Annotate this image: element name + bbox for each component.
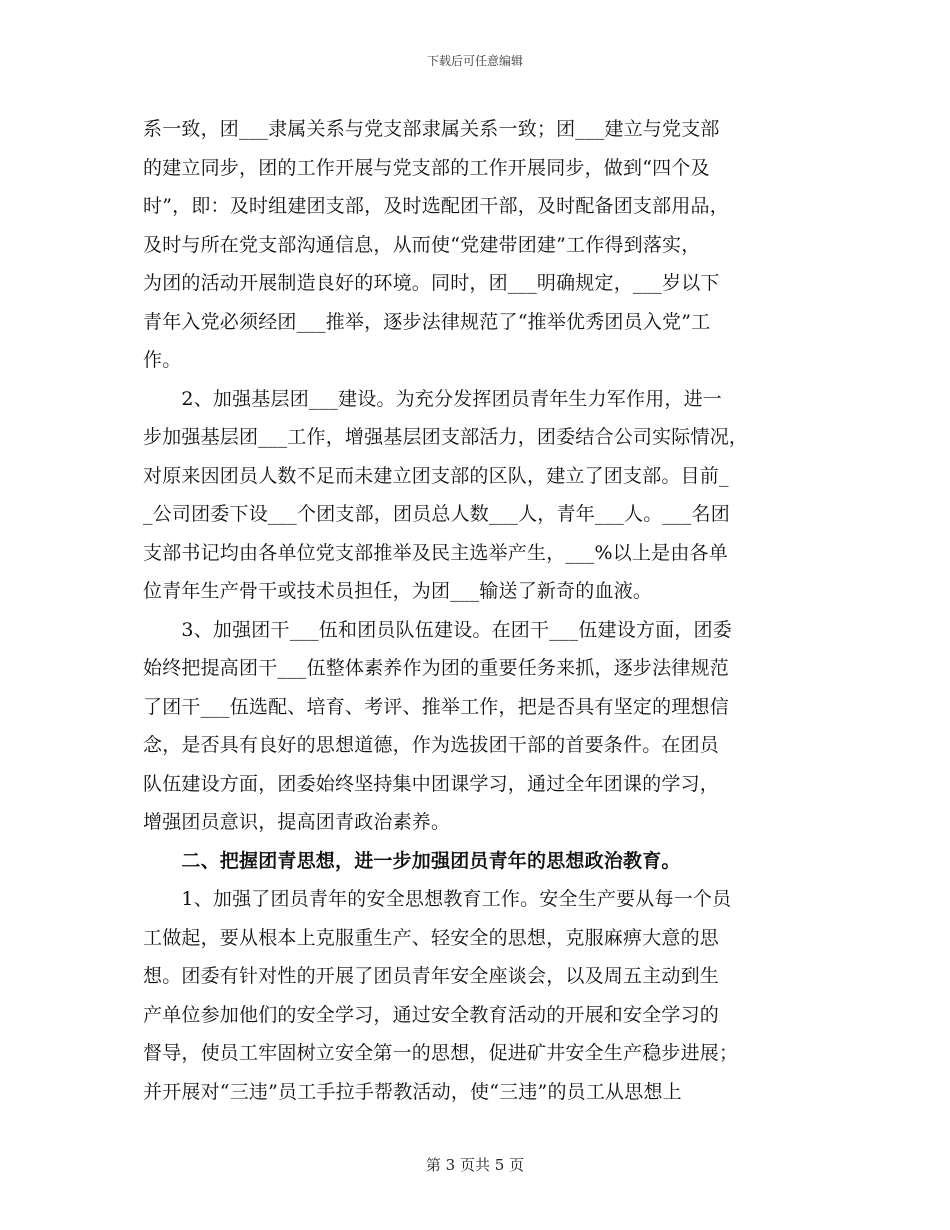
text-line: 对原来因团员人数不足而未建立团支部的区队，建立了团支部。目前_: [143, 464, 729, 487]
page-number-footer: 第 3 页共 5 页: [425, 1156, 525, 1174]
text-line: 工做起，要从根本上克服重生产、轻安全的思想，克服麻痹大意的思: [143, 926, 720, 949]
text-line: 作。: [143, 349, 182, 371]
text-line: 位青年生产骨干或技术员担任，为团___输送了新奇的血液。: [143, 580, 653, 602]
text-line: 青年入党必须经团___推举，逐步法律规范了“推举优秀团员入党”工: [143, 310, 711, 333]
text-line: 为团的活动开展制造良好的环境。同时，团___明确规定，___岁以下: [143, 272, 720, 294]
text-line: 队伍建设方面，团委始终坚持集中团课学习，通过全年团课的学习，: [143, 772, 720, 795]
text-line: 3、加强团干___伍和团员队伍建设。在团干___伍建设方面，团委: [143, 618, 732, 641]
page-header-note: 下载后可任意编辑: [426, 54, 523, 68]
text-line: 并开展对“三违”员工手拉手帮教活动，使“三违”的员工从思想上: [143, 1080, 682, 1103]
text-line: 了团干___伍选配、培育、考评、推举工作，把是否具有坚定的理想信: [143, 695, 729, 718]
text-line: 的建立同步，团的工作开展与党支部的工作开展同步，做到“四个及: [143, 156, 710, 179]
text-line: 步加强基层团___工作，增强基层团支部活力，团委结合公司实际情况，: [143, 426, 749, 448]
text-line: 系一致，团___隶属关系与党支部隶属关系一致；团___建立与党支部: [143, 118, 720, 140]
text-line: _公司团委下设___个团支部，团员总人数___人，青年___人。___名团: [143, 503, 730, 525]
text-line: 支部书记均由各单位党支部推举及民主选举产生，___%以上是由各单: [143, 541, 728, 564]
document-body: [143, 110, 823, 1111]
text-line: 及时与所在党支部沟通信息，从而使“党建带团建”工作得到落实，: [143, 233, 701, 256]
text-line: 始终把提高团干___伍整体素养作为团的重要任务来抓，逐步法律规范: [143, 657, 729, 679]
text-line: 1、加强了团员青年的安全思想教育工作。安全生产要从每一个员: [143, 888, 732, 910]
text-line: 时”，即：及时组建团支部，及时选配团干部，及时配备团支部用品，: [143, 195, 729, 217]
text-line: 想。团委有针对性的开展了团员青年安全座谈会，以及周五主动到生: [143, 965, 720, 987]
text-line: 增强团员意识，提高团青政治素养。: [143, 811, 451, 833]
section-heading: 二、把握团青思想，进一步加强团员青年的思想政治教育。: [143, 849, 681, 872]
text-line: 念，是否具有良好的思想道德，作为选拔团干部的首要条件。在团员: [143, 734, 720, 756]
text-line: 督导，使员工牢固树立安全第一的思想，促进矿井安全生产稳步进展；: [143, 1042, 739, 1064]
text-line: 产单位参加他们的安全学习，通过安全教育活动的开展和安全学习的: [143, 1003, 720, 1026]
text-line: 2、加强基层团___建设。为充分发挥团员青年生力军作用，进一: [143, 387, 722, 410]
